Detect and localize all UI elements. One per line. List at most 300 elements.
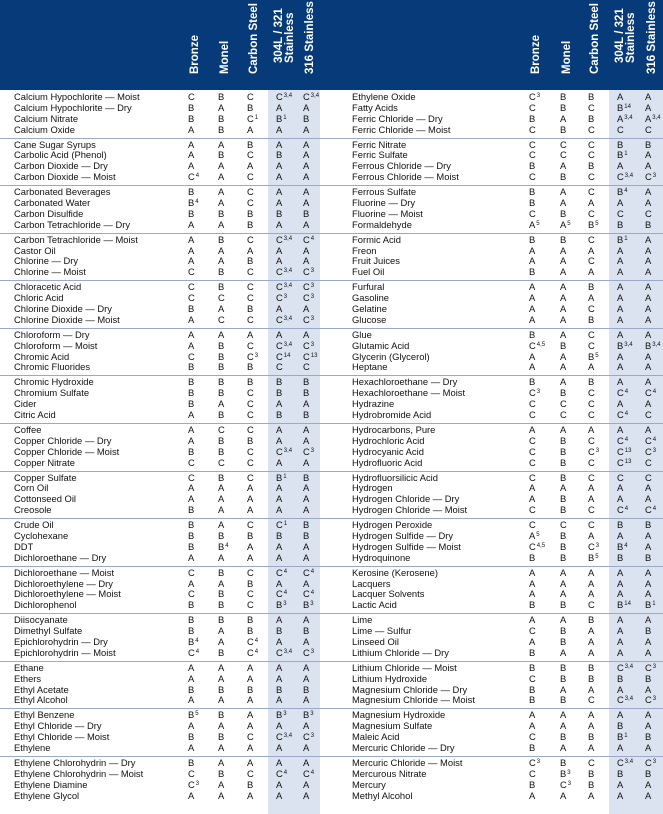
chemical-name: Hydrocarbons, Pure <box>352 423 436 435</box>
rating-value: C <box>188 171 195 183</box>
rating-value: B <box>188 756 195 768</box>
rating-value: A <box>303 186 310 198</box>
rating-value: C <box>276 266 283 278</box>
rating-304l-321-stainless <box>276 553 296 564</box>
rating-monel <box>560 125 580 136</box>
rating-value: B <box>247 625 254 637</box>
chemical-name: Fruit Juices <box>352 255 400 267</box>
rating-value: C <box>645 661 652 673</box>
rating-value: A <box>218 398 225 410</box>
chemical-name: Ethylene Diamine <box>14 778 88 790</box>
rating-value: B <box>617 339 624 351</box>
chemical-name: Crude Oil <box>14 519 54 531</box>
footnote-marker: 1 <box>624 151 628 158</box>
rating-value: B <box>218 445 225 457</box>
rating-value: A <box>188 672 195 684</box>
rating-value: C <box>645 207 652 219</box>
rating-value: A <box>529 255 536 267</box>
rating-value: C <box>276 313 283 325</box>
rating-value: B <box>617 599 624 611</box>
chemical-name: DDT <box>14 540 34 552</box>
rating-value: C <box>529 625 536 637</box>
rating-bronze <box>529 267 549 278</box>
rating-value: C <box>303 588 310 600</box>
header-carbon-steel-left <box>243 0 269 90</box>
rating-value: B <box>560 445 567 457</box>
rating-304l-321-stainless <box>617 410 637 421</box>
header-monel-left <box>214 0 240 90</box>
chemical-name: Copper Sulfate <box>14 471 77 483</box>
rating-value: A <box>617 350 624 362</box>
rating-value: A <box>560 244 567 256</box>
rating-value: C <box>303 445 310 457</box>
rating-monel <box>560 600 580 611</box>
rating-value: A <box>617 423 624 435</box>
chemical-name: Chloric Acid <box>14 292 64 304</box>
rating-value: C <box>247 91 254 102</box>
rating-value: A <box>276 577 283 589</box>
rating-value: C <box>617 434 624 446</box>
rating-value: B <box>218 281 225 293</box>
rating-value: C <box>247 456 254 468</box>
chemical-name: Ethylene Chlorohydrin — Dry <box>14 756 136 768</box>
rating-value: C <box>247 423 254 435</box>
rating-value: A <box>218 756 225 768</box>
chemical-name: Formaldehyde <box>352 218 412 230</box>
rating-value: A <box>303 789 310 801</box>
rating-value: B <box>529 741 536 753</box>
chemical-name: Dichlorophenol <box>14 599 77 611</box>
rating-value: B <box>560 91 567 102</box>
rating-value: A <box>276 493 283 505</box>
rating-value: A <box>588 244 595 256</box>
rating-value: A <box>218 101 225 113</box>
rating-value: C <box>276 731 283 743</box>
chemical-name: Ferric Sulfate <box>352 149 408 161</box>
rating-value: A <box>303 482 310 494</box>
footnote-marker: 14 <box>624 103 631 110</box>
footnote-marker: 5 <box>595 553 599 560</box>
rating-value: A <box>247 551 254 563</box>
rating-value: C <box>588 255 595 267</box>
rating-bronze <box>188 553 208 564</box>
rating-value: A <box>276 398 283 410</box>
chemical-name: Ethylene Oxide <box>352 91 416 102</box>
rating-316-stainless <box>645 220 663 231</box>
rating-value: C <box>276 361 283 373</box>
rating-value: B <box>645 138 652 150</box>
rating-value: A <box>560 376 567 388</box>
chemical-name: Hydrobromide Acid <box>352 409 432 421</box>
chemical-name: Lacquer Solvents <box>352 588 425 600</box>
header-label: Bronze <box>530 35 542 74</box>
footnote-marker: 3 <box>652 173 657 180</box>
rating-value: C <box>588 694 595 706</box>
footnote-marker: 4 <box>624 542 628 549</box>
chemical-name: Carbolic Acid (Phenol) <box>14 149 107 161</box>
rating-value: B <box>560 171 567 183</box>
rating-value: A <box>617 266 624 278</box>
rating-value: A <box>188 138 195 150</box>
rating-value: A <box>588 266 595 278</box>
rating-value: A <box>529 635 536 647</box>
chemical-name: Gelatine <box>352 303 387 315</box>
rating-304l-321-stainless <box>276 695 296 706</box>
rating-value: C <box>218 313 225 325</box>
rating-value: C <box>617 694 624 706</box>
rating-316-stainless <box>645 743 663 754</box>
rating-value: C <box>529 731 536 743</box>
rating-value: A <box>218 635 225 647</box>
rating-value: A <box>188 313 195 325</box>
rating-value: B <box>218 123 225 135</box>
rating-value: B <box>188 529 195 541</box>
rating-value: B <box>617 519 624 531</box>
footnote-marker: 3 <box>536 93 541 99</box>
rating-value: C <box>276 566 283 578</box>
rating-bronze <box>188 648 208 659</box>
rating-value: A <box>529 709 536 721</box>
header-316-stainless-right <box>641 0 663 90</box>
rating-value: C <box>645 471 652 483</box>
rating-value: B <box>247 434 254 446</box>
footnote-marker: 3 <box>283 711 287 718</box>
rating-value: A <box>303 720 310 732</box>
chemical-name: Lacquers <box>352 577 391 589</box>
rating-value: B <box>218 91 225 102</box>
chemical-name: Diisocyanate <box>14 614 68 626</box>
rating-value: C <box>188 350 195 362</box>
rating-value: C <box>529 91 536 102</box>
chemical-name: Glutamic Acid <box>352 339 410 351</box>
rating-316-stainless <box>645 410 663 421</box>
rating-value: A <box>188 741 195 753</box>
header-label: Bronze <box>189 35 201 74</box>
rating-value: C <box>247 339 254 351</box>
rating-value: A <box>218 504 225 516</box>
rating-value: A <box>588 566 595 578</box>
rating-value: B <box>303 409 310 421</box>
chemical-name: Hydrazine <box>352 398 395 410</box>
rating-value: A <box>645 292 652 304</box>
rating-bronze <box>529 410 549 421</box>
chemical-name: Hydrofluoric Acid <box>352 456 423 468</box>
rating-value: A <box>247 160 254 172</box>
rating-value: B <box>218 339 225 351</box>
rating-value: C <box>303 281 310 293</box>
footnote-marker: 4 <box>310 590 315 597</box>
rating-value: A <box>645 160 652 172</box>
rating-value: A <box>617 91 624 102</box>
rating-value: A <box>276 482 283 494</box>
rating-value: B <box>617 186 624 198</box>
footnote-marker: 14 <box>624 601 631 608</box>
rating-bronze <box>188 125 208 136</box>
rating-value: B <box>218 112 225 124</box>
rating-value: A <box>645 635 652 647</box>
rating-value: A <box>560 328 567 340</box>
header-bronze-left <box>184 0 210 90</box>
rating-value: A <box>247 493 254 505</box>
chemical-name: Kerosine (Kerosene) <box>352 566 438 578</box>
rating-value: B <box>188 504 195 516</box>
rating-304l-321-stainless <box>276 458 296 469</box>
rating-value: B <box>560 694 567 706</box>
rating-value: A <box>645 778 652 790</box>
footnote-marker: 3,4 <box>652 341 661 348</box>
rating-value: B <box>529 683 536 695</box>
rating-value: C <box>588 138 595 150</box>
footnote-marker: 4,5 <box>536 341 546 348</box>
rating-value: B <box>218 540 225 552</box>
rating-value: C <box>588 233 595 245</box>
rating-value: A <box>560 646 567 658</box>
chemical-name: Chromic Acid <box>14 350 70 362</box>
rating-value: C <box>529 138 536 150</box>
footnote-marker: 3,4 <box>624 696 634 703</box>
rating-value: A <box>188 694 195 706</box>
rating-value: A <box>276 551 283 563</box>
footnote-marker: 4 <box>652 436 657 443</box>
rating-carbon-steel <box>588 267 608 278</box>
rating-value: C <box>529 149 536 161</box>
chemical-name: Epichlorohydrin — Moist <box>14 646 116 658</box>
rating-value: A <box>560 741 567 753</box>
rating-value: A <box>645 266 652 278</box>
rating-value: C <box>560 409 567 421</box>
rating-value: C <box>247 292 254 304</box>
footnote-marker: 3 <box>310 711 314 718</box>
rating-value: B <box>645 551 652 563</box>
chemical-name: Cane Sugar Syrups <box>14 138 96 150</box>
rating-value: A <box>276 778 283 790</box>
rating-value: A <box>247 123 254 135</box>
rating-value: A <box>276 741 283 753</box>
rating-value: A <box>588 197 595 209</box>
chemical-name: Hexachloroethane — Moist <box>352 387 466 399</box>
rating-value: C <box>529 339 536 351</box>
rating-value: B <box>218 731 225 743</box>
footnote-marker: 3 <box>652 663 657 670</box>
rating-value: C <box>645 445 652 457</box>
rating-value: A <box>303 540 310 552</box>
rating-value: B <box>560 661 567 673</box>
rating-value: A <box>188 233 195 245</box>
chemical-name: Fluorine — Dry <box>352 197 416 209</box>
rating-value: C <box>247 445 254 457</box>
rating-value: A <box>218 255 225 267</box>
rating-value: B <box>218 683 225 695</box>
rating-value: A <box>645 566 652 578</box>
rating-value: A <box>529 493 536 505</box>
rating-value: B <box>303 471 310 483</box>
header-carbon-steel-right <box>584 0 610 90</box>
rating-carbon-steel <box>247 362 267 373</box>
footnote-marker: 5 <box>536 531 540 538</box>
rating-bronze <box>188 315 208 326</box>
rating-value: B <box>529 599 536 611</box>
rating-bronze <box>188 458 208 469</box>
rating-value: A <box>645 646 652 658</box>
rating-316-stainless <box>645 791 663 802</box>
rating-value: B <box>247 529 254 541</box>
rating-value: A <box>645 197 652 209</box>
rating-value: B <box>188 376 195 388</box>
rating-value: B <box>276 376 283 388</box>
rating-316-stainless <box>645 695 663 706</box>
rating-value: B <box>218 529 225 541</box>
footnote-marker: 3 <box>310 315 315 322</box>
rating-value: A <box>188 661 195 673</box>
rating-carbon-steel <box>247 648 267 659</box>
rating-monel <box>218 125 238 136</box>
rating-value: C <box>188 767 195 779</box>
rating-value: B <box>188 540 195 552</box>
rating-value: B <box>276 387 283 399</box>
rating-value: A <box>529 244 536 256</box>
header-316-stainless-left <box>299 0 325 90</box>
rating-value: C <box>247 409 254 421</box>
footnote-marker: 3 <box>195 780 200 787</box>
rating-value: C <box>247 767 254 779</box>
rating-value: C <box>247 588 254 600</box>
rating-value: C <box>560 519 567 531</box>
chemical-name: Ethyl Benzene <box>14 709 75 721</box>
rating-value: A <box>218 482 225 494</box>
rating-value: A <box>188 160 195 172</box>
rating-value: A <box>560 281 567 293</box>
rating-value: C <box>276 519 283 531</box>
rating-value: A <box>303 255 310 267</box>
footnote-marker: 3 <box>310 283 315 290</box>
rating-value: B <box>617 720 624 732</box>
rating-value: B <box>560 339 567 351</box>
rating-value: B <box>247 303 254 315</box>
rating-value: B <box>529 551 536 563</box>
rating-value: C <box>529 123 536 135</box>
rating-value: B <box>218 709 225 721</box>
rating-value: C <box>529 519 536 531</box>
chemical-name: Dichloroethylene — Dry <box>14 577 113 589</box>
rating-304l-321-stainless <box>276 505 296 516</box>
header-label: 304L / 321 Stainless <box>273 8 296 63</box>
chemical-name: Fluorine — Moist <box>352 207 423 219</box>
rating-316-stainless <box>303 410 323 421</box>
rating-value: A <box>588 741 595 753</box>
rating-value: A <box>276 423 283 435</box>
chemical-name: Chlorine Dioxide — Moist <box>14 313 120 325</box>
rating-bronze <box>529 553 549 564</box>
rating-carbon-steel <box>247 600 267 611</box>
rating-value: B <box>303 529 310 541</box>
rating-value: A <box>218 577 225 589</box>
rating-value: C <box>303 339 310 351</box>
rating-value: B <box>247 376 254 388</box>
chemical-name: Chromic Hydroxide <box>14 376 94 388</box>
header-label: Monel <box>219 40 231 74</box>
rating-value: B <box>247 361 254 373</box>
rating-value: A <box>303 434 310 446</box>
rating-value: B <box>218 646 225 658</box>
rating-value: A <box>303 741 310 753</box>
footnote-marker: 5 <box>567 220 571 227</box>
rating-value: C <box>588 599 595 611</box>
rating-304l-321-stainless <box>617 267 637 278</box>
rating-bronze <box>188 505 208 516</box>
rating-value: B <box>560 756 567 768</box>
chemical-name: Ethylene Glycol <box>14 789 80 801</box>
rating-value: B <box>247 138 254 150</box>
footnote-marker: 1 <box>283 114 287 121</box>
rating-value: B <box>560 123 567 135</box>
rating-value: A <box>645 101 652 113</box>
rating-value: C <box>617 471 624 483</box>
rating-value: A <box>188 493 195 505</box>
rating-value: B <box>560 540 567 552</box>
rating-value: A <box>529 218 536 230</box>
chemical-name: Hexachloroethane — Dry <box>352 376 458 388</box>
rating-value: A <box>303 423 310 435</box>
rating-value: A <box>560 577 567 589</box>
rating-value: B <box>645 218 652 230</box>
rating-value: B <box>188 303 195 315</box>
rating-value: A <box>560 789 567 801</box>
rating-carbon-steel <box>247 553 267 564</box>
rating-value: B <box>218 266 225 278</box>
rating-304l-321-stainless <box>276 220 296 231</box>
rating-value: C <box>188 91 195 102</box>
header-label: 304L / 321 Stainless <box>614 8 637 63</box>
rating-bronze <box>529 695 549 706</box>
rating-value: A <box>588 361 595 373</box>
footnote-marker: 4 <box>652 506 657 513</box>
rating-value: A <box>247 540 254 552</box>
rating-value: A <box>529 313 536 325</box>
rating-value: C <box>247 635 254 647</box>
rating-bronze <box>529 172 549 183</box>
rating-value: B <box>188 112 195 124</box>
rating-value: B <box>529 186 536 198</box>
rating-value: A <box>529 303 536 315</box>
footnote-marker: 4 <box>195 173 200 180</box>
rating-value: B <box>276 709 283 721</box>
rating-value: C <box>617 661 624 673</box>
rating-value: A <box>247 741 254 753</box>
rating-bronze <box>188 410 208 421</box>
rating-value: A <box>560 218 567 230</box>
rating-304l-321-stainless <box>617 362 637 373</box>
rating-monel <box>218 458 238 469</box>
rating-value: A <box>645 376 652 388</box>
rating-value: B <box>247 577 254 589</box>
rating-carbon-steel <box>588 315 608 326</box>
rating-value: C <box>247 149 254 161</box>
rating-value: A <box>617 197 624 209</box>
rating-value: B <box>276 625 283 637</box>
footnote-marker: 4 <box>624 389 629 396</box>
rating-value: B <box>218 588 225 600</box>
rating-value: B <box>218 387 225 399</box>
rating-value: B <box>529 661 536 673</box>
rating-value: C <box>303 350 310 362</box>
rating-value: A <box>588 588 595 600</box>
chemical-name: Ethylene <box>14 741 51 753</box>
chemical-name: Dichloroethane — Moist <box>14 566 115 578</box>
rating-value: A <box>588 493 595 505</box>
rating-value: B <box>560 387 567 399</box>
rating-bronze <box>529 315 549 326</box>
chemical-name: Hydrogen Sulfide — Dry <box>352 529 454 541</box>
